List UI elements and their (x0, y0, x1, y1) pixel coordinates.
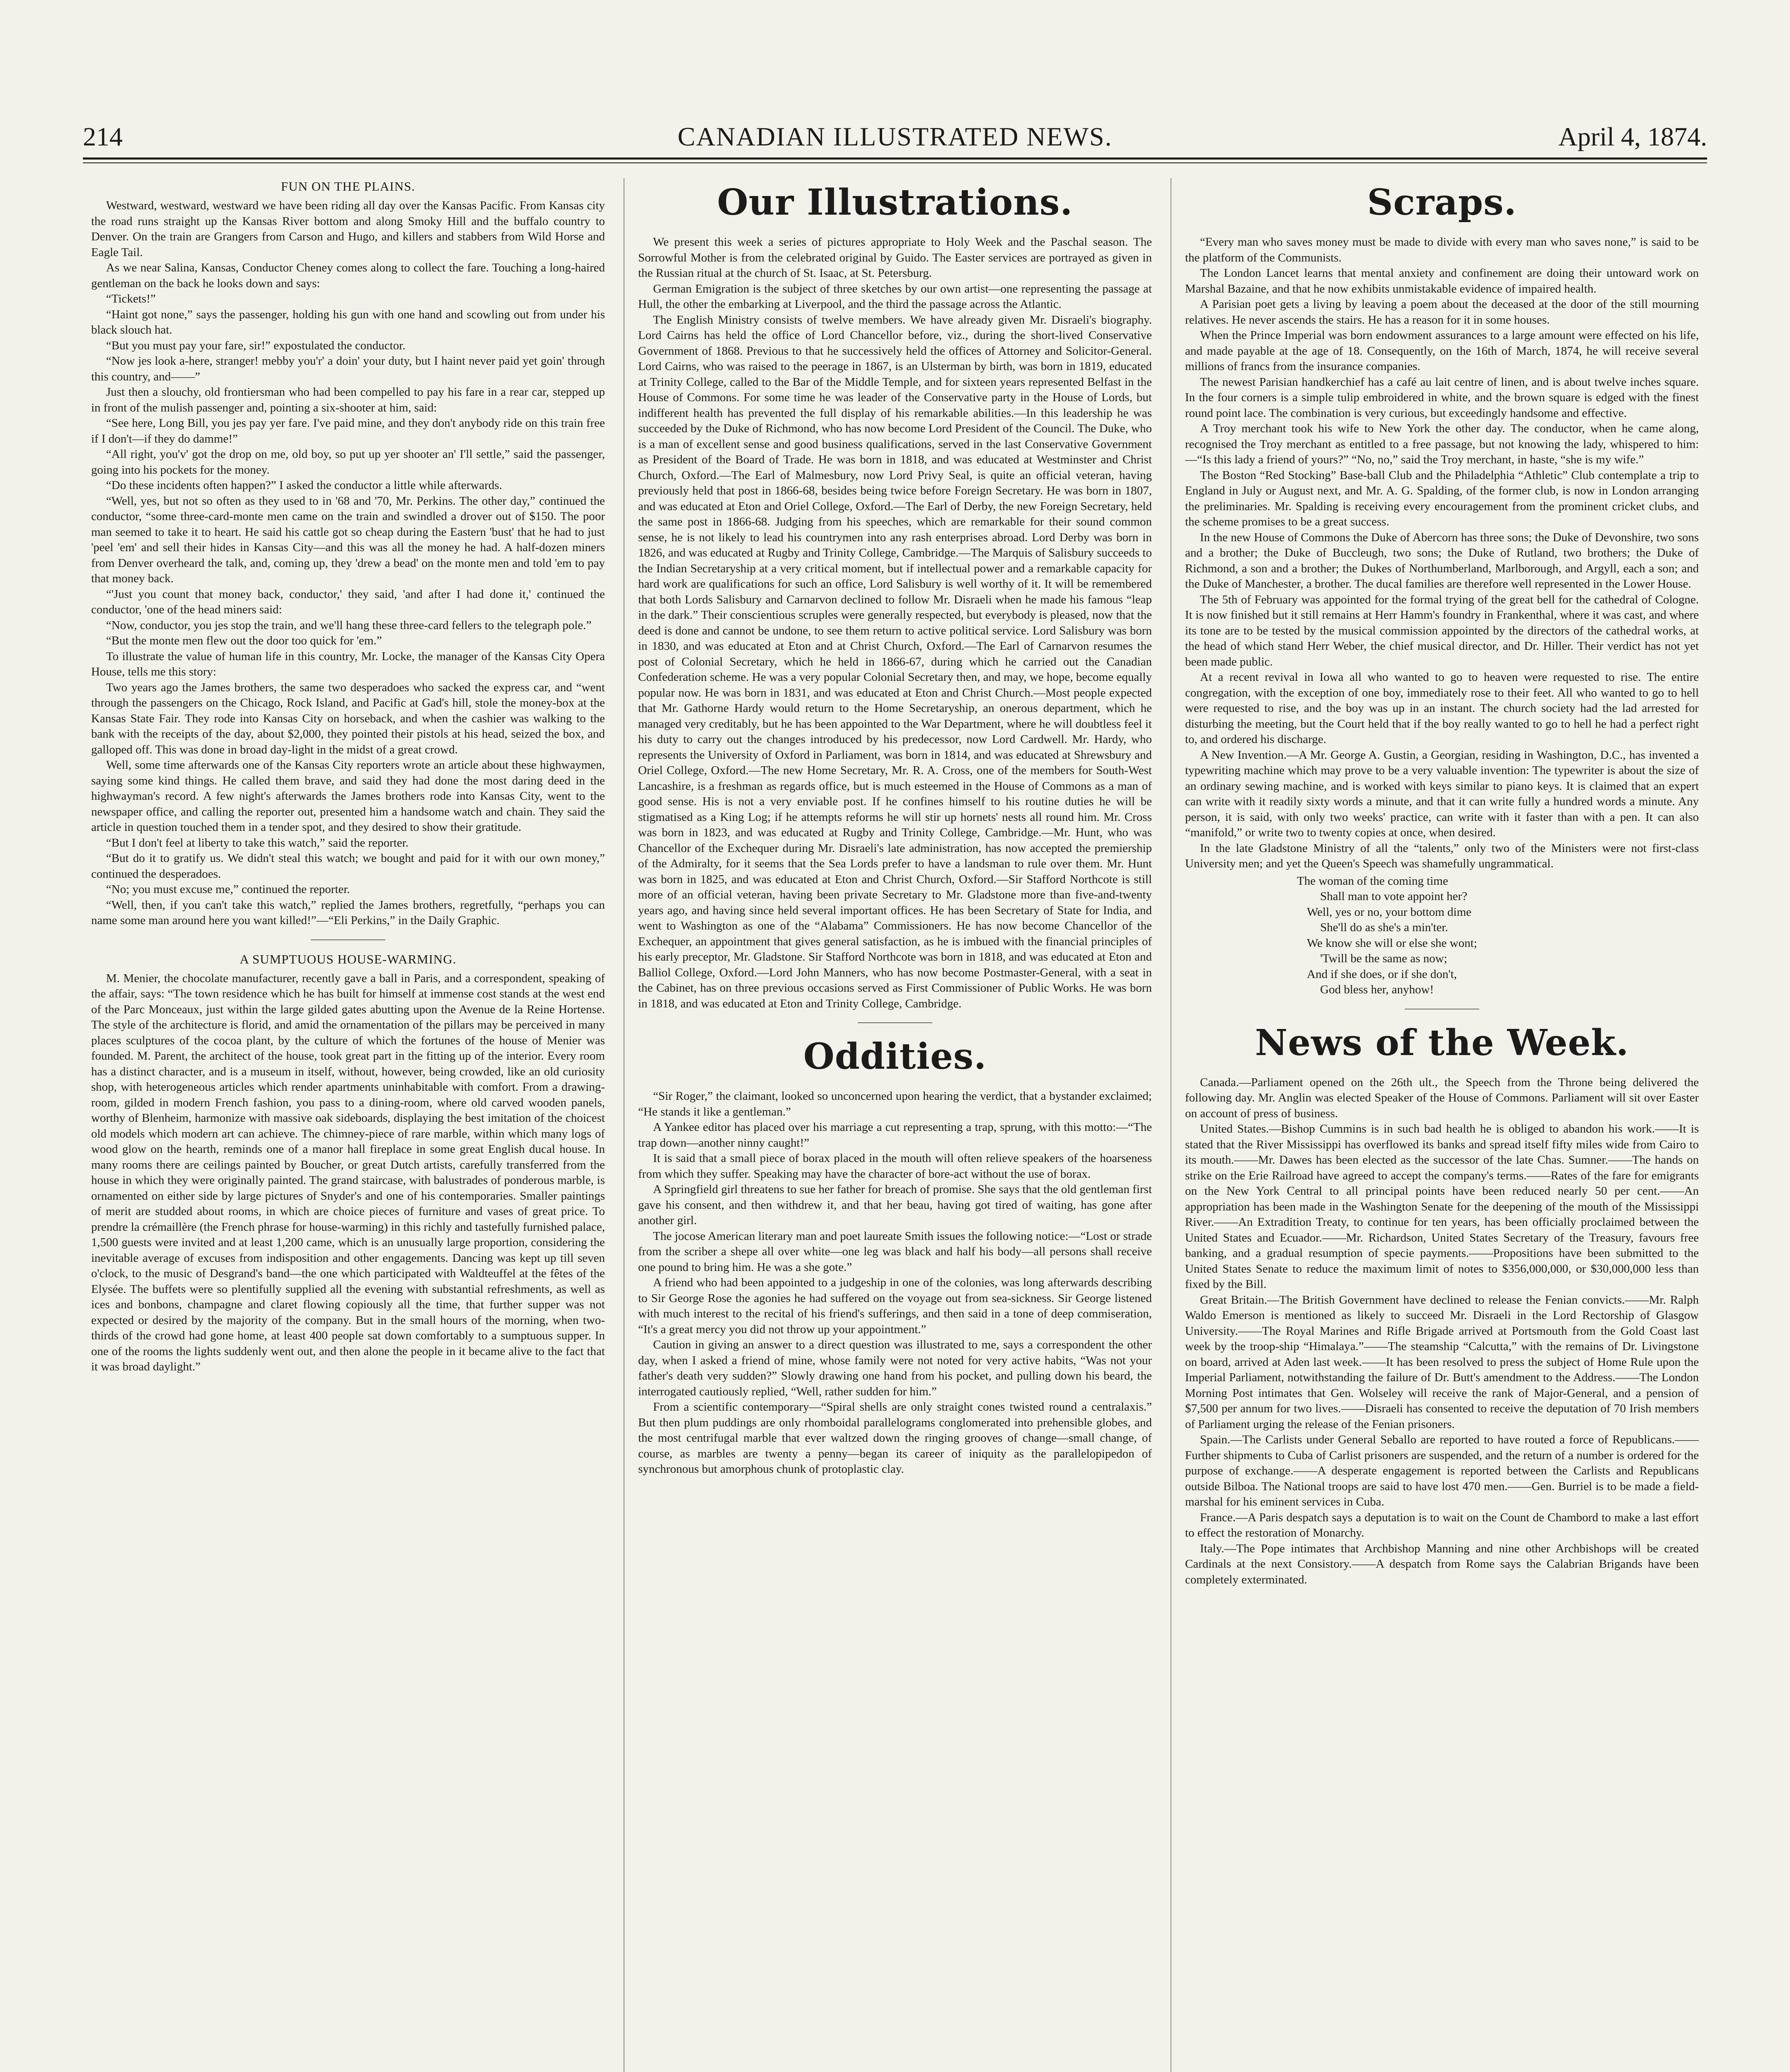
paragraph: M. Menier, the chocolate manufacturer, recently gave a ball in Paris, and a correspondent, speaking of the affair, says: “The town residence which he has built for himself at immense cost stands at the west end of the Parc Monceaux, just within the large gilded gates abutting upon the Avenue de la Reine Hortense. The style of the architecture is florid, and amid the ornamentation of the pillars may be perceived in many places sculptures of the cocoa plant, by the culture of which the fortunes of the house of Menier was founded. M. Parent, the architect of the house, took great part in the fitting up of the interior. Every room has a distinct character, and is a museum in itself, without, however, being crowded, like an old curiosity shop, with heterogeneous articles which render apartments uninhabitable with comfort. From a drawing-room, gilded in modern French fashion, you pass to a dining-room, where old carved wooden panels, worthy of Blenheim, harmonize with massive oak sideboards, displaying the best imitation of the choicest old models which modern art can achieve. The chimney-piece of rare marble, within which many logs of wood glow on the hearth, reminds one of a manor hall fireplace in some great English ducal house. In many rooms there are ceilings painted by Boucher, or great Dutch artists, carefully transferred from the house in which they were originally painted. The grand staircase, with balustrades of ponderous marble, is ornamented on either side by large pictures of Snyder's and one of his contemporaries. Smaller paintings of merit are studded about rooms, in which are choice pieces of furniture and vases of great price. To prendre la crémaillère (the French phrase for house-warming) in this richly and tastefully furnished palace, 1,500 guests were invited and at least 1,200 came, which is an unusually large proportion, considering the inevitable average of excuses from indisposition and other engagements. Dancing was kept up till seven o'clock, to the music of Desgrand's band—the one which participated with Waldteuffel at the fêtes of the Elysée. The buffets were so plentifully supplied all the evening with substantial refreshments, as well as ices and bonbons, champagne and claret flowing copiously all the time, that further supper was not expected or desired by the majority of the company. But in the small hours of the morning, when two-thirds of the crowd had gone home, at least 400 people sat down comfortably to a sumptuous supper. In one of the rooms the lights suddenly went out, and then alone the people in it became alive to the fact that it was broad daylight.” (91, 971, 605, 1373)
heading-oddities: Oddities. (803, 1036, 987, 1077)
poem-line: Shall man to vote appoint her? (1320, 890, 1468, 903)
heading-fun-on-the-plains: FUN ON THE PLAINS. (281, 179, 415, 194)
column-1 (91, 178, 605, 2072)
paragraph: Just then a slouchy, old frontiersman who had been compelled to pay his fare in a rear car, stepped up in front of the mulish passenger and, pointing a six-shooter at him, said: (91, 385, 605, 414)
paragraph: In the new House of Commons the Duke of Abercorn has three sons; the Duke of Devonshire, two sons and a brother; the Duke of Buccleugh, two sons; the Duke of Rutland, two brothers; the Duke of Richmond, a son and a brother; the Dukes of Northumberland, Marlborough, and Argyll, each a son; and the Duke of Manchester, a brother. The ducal families are therefore well represented in the Lower House. (1185, 530, 1699, 591)
paragraph: In the late Gladstone Ministry of all the “talents,” only two of the Ministers were not first-class University men; and yet the Queen's Speech was shamefully ungrammatical. (1185, 841, 1699, 870)
paragraph: A Springfield girl threatens to sue her father for breach of promise. She says that the old gentleman first gave his consent, and then withdrew it, and that her beau, having got tired of waiting, has gone after another girl. (638, 1183, 1152, 1227)
paragraph: “But do it to gratify us. We didn't steal this watch; we bought and paid for it with our own money,” continued the desperadoes. (91, 852, 605, 881)
paragraph: “Haint got none,” says the passenger, holding his gun with one hand and scowling out from under his black slouch hat. (91, 307, 605, 336)
issue-date: April 4, 1874. (1558, 122, 1707, 151)
paragraph: A Yankee editor has placed over his marriage a cut representing a trap, sprung, with this motto:—“The trap down—another ninny caught!” (638, 1121, 1152, 1150)
heading-sumptuous-house-warming: A SUMPTUOUS HOUSE-WARMING. (239, 951, 457, 966)
section-separator (311, 939, 385, 940)
paragraph: “No; you must excuse me,” continued the reporter. (106, 883, 350, 896)
heading-our-illustrations: Our Illustrations. (717, 182, 1073, 223)
paragraph: A Troy merchant took his wife to New York the other day. The conductor, when he came along, recognised the Troy merchant as entitled to a free passage, but not knowing the lady, whispered to him:—“Is this lady a friend of yours?” “No, no,” said the Troy merchant, in haste, “she is my wife.” (1185, 422, 1699, 466)
paragraph: The newest Parisian handkerchief has a café au lait centre of linen, and is about twelve inches square. In the four corners is a simple tulip embroidered in white, and the brown square is edged with the finest round point lace. The combination is very curious, but exceedingly handsome and effective. (1185, 375, 1699, 420)
paragraph: “Well, then, if you can't take this watch,” replied the James brothers, regretfully, “perhaps you can name some man around here you want killed!”—“Eli Perkins,” in the Daily Graphic. (91, 898, 605, 927)
poem-line: We know she will or else she wont; (1307, 936, 1477, 950)
page-header (83, 120, 1707, 153)
paragraph: United States.—Bishop Cummins is in such bad health he is obliged to abandon his work.——It is stated that the River Mississippi has overflowed its banks and spread itself fifty miles wide from Cairo to its mouth.——Mr. Dawes has been elected as the successor of the late Chas. Sumner.——The hands on strike on the Erie Railroad have agreed to accept the company's terms.——Rates of the fare for emigrants on the New York Central to all principal points have been reduced nearly 50 per cent.——An appropriation has been made in the Washington Senate for the deepening of the mouth of the Mississippi River.——An Extradition Treaty, to continue for ten years, has been officially proclaimed between the United States and Ecuador.——Mr. Richardson, United States Secretary of the Treasury, favours free banking, and a gradual resumption of specie payments.——Propositions have been submitted to the United States Senate to reduce the maximum limit of notes to $356,000,000, or $30,000,000 less than fixed by the Bill. (1185, 1122, 1699, 1291)
paragraph: “Now jes look a-here, stranger! mebby you'r' a doin' your duty, but I haint never paid yet goin' through this country, and——” (91, 354, 605, 383)
paragraph: As we near Salina, Kansas, Conductor Cheney comes along to collect the fare. Touching a long-haired gentleman on the back he looks down and says: (91, 261, 605, 290)
paragraph: A Parisian poet gets a living by leaving a poem about the deceased at the door of the still mourning relatives. He never ascends the stairs. He has a reason for it in some houses. (1185, 298, 1699, 327)
paragraph: A friend who had been appointed to a judgeship in one of the colonies, was long afterwards describing to Sir George Rose the agonies he had suffered on the voyage out from sea-sickness. Sir George listened with much interest to the recital of his friend's sufferings, and then said in a tone of deep commiseration, “It's a great mercy you did not throw up your appointment.” (638, 1276, 1152, 1336)
paragraph: “'Just you count that money back, conductor,' they said, 'and after I had done it,' continued the conductor, 'one of the head miners said: (91, 587, 605, 616)
heading-news-of-the-week: News of the Week. (1255, 1021, 1629, 1064)
paragraph: “Tickets!” (106, 292, 156, 305)
article-fun-on-the-plains (91, 198, 605, 929)
paragraph: The 5th of February was appointed for the formal trying of the great bell for the cathedral of Cologne. It is now finished but it still remains at Herr Hamm's foundry in Frankenthal, where it was cast, and where its tone are to be tested by the musical commission appointed by the directors of the cathedral works, at the head of which stand Herr Weber, the chief musical director, and Dr. Hiller. Their verdict has not yet been made public. (1185, 593, 1699, 668)
paragraph: Spain.—The Carlists under General Seballo are reported to have routed a force of Republicans.——Further shipments to Cuba of Carlist prisoners are suspended, and the return of a number is ordered for the purpose of exchange.——A desperate engagement is reported between the Carlists and Republicans outside Bilboa. The National troops are said to have lost 470 men.——Gen. Burriel is to be made a field-marshal for his eminent services in Cuba. (1185, 1433, 1699, 1508)
paragraph: Westward, westward, westward we have been riding all day over the Kansas Pacific. From Kansas city the road runs straight up the Kansas River bottom and along Smoky Hill and the buffalo country to Denver. On the train are Grangers from Carson and Hugo, and killers and stabbers from Wild Horse and Eagle Tail. (91, 199, 605, 259)
paragraph: A New Invention.—A Mr. George A. Gustin, a Georgian, residing in Washington, D.C., has invented a typewriting machine which may prove to be a very valuable invention: The typewriter is about the size of an ordinary sewing machine, and is worked with keys similar to piano keys. It is claimed that an expert can write with it readily sixty words a minute, and that it can write fully a hundred words a minute. Any person, it is said, with only two weeks' practice, can write with it faster than with a pen. It can also “manifold,” or write two to twenty copies at once, when desired. (1185, 748, 1699, 839)
paragraph: German Emigration is the subject of three sketches by our own artist—one representing the passage at Hull, the other the embarking at Liverpool, and the third the passage across the Atlantic. (638, 282, 1152, 311)
paragraph: The jocose American literary man and poet laureate Smith issues the following notice:—“Lost or strade from the scriber a shepe all over white—one leg was black and half his body—all persons shall receive one pound to bring him. He was a she gote.” (638, 1229, 1152, 1274)
poem-line: God bless her, anyhow! (1320, 983, 1434, 996)
paragraph: “But I don't feel at liberty to take this watch,” said the reporter. (106, 836, 409, 850)
paragraph: To illustrate the value of human life in this country, Mr. Locke, the manager of the Kansas City Opera House, tells me this story: (91, 649, 605, 678)
paragraph: Canada.—Parliament opened on the 26th ult., the Speech from the Throne being delivered the following day. Mr. Anglin was elected Speaker of the House of Commons. Parliament will sit over Easter on account of press of business. (1185, 1075, 1699, 1120)
paragraph: Italy.—The Pope intimates that Archbishop Manning and nine other Archbishops will be created Cardinals at the next Consistory.——A despatch from Rome says the Calabrian Brigands have been completely exterminated. (1185, 1542, 1699, 1586)
heading-scraps: Scraps. (1367, 182, 1517, 223)
section-separator (858, 1022, 932, 1023)
paragraph: “Every man who saves money must be made to divide with every man who saves none,” is said to be the platform of the Communists. (1185, 235, 1699, 264)
paragraph: “But the monte men flew out the door too quick for 'em.” (106, 634, 382, 647)
paragraph: At a recent revival in Iowa all who wanted to go to heaven were requested to rise. The entire congregation, with the exception of one boy, immediately rose to their feet. All who wanted to go to hell were requested to rise, and the boy was up in an instant. The church society had the lad arrested for disturbing the meeting, but the Court held that if the boy really wanted to go to hell he had a perfect right to, and ordered his discharge. (1185, 670, 1699, 746)
paragraph: Well, some time afterwards one of the Kansas City reporters wrote an article about these highwaymen, saying some kind things. He called them brave, and said they had done the most daring deed in the highwayman's record. A few night's afterwards the James brothers rode into Kansas City, went to the newspaper office, and calling the reporter out, presented him a handsome watch and chain. They said the article in question touched them in a tender spot, and they desired to show their gratitude. (91, 758, 605, 834)
masthead: CANADIAN ILLUSTRATED NEWS. (677, 122, 1113, 151)
paragraph: From a scientific contemporary—“Spiral shells are only straight cones twisted round a centralaxis.” But then plum puddings are only rhomboidal parallelograms conglomerated into prehensible globes, and the most centrifugal marble that ever waltzed down the ringing grooves of change—small change, of course, as marbles are twenty a penny—began its career of iniquity as the parallelopipedon of synchronous but amorphous chunk of protoplastic clay. (638, 1400, 1152, 1476)
poem-line: 'Twill be the same as now; (1320, 952, 1447, 965)
paragraph: “But you must pay your fare, sir!” expostulated the conductor. (106, 339, 406, 352)
paragraph: The London Lancet learns that mental anxiety and confinement are doing their untoward work on Marshal Bazaine, and that he now exhibits unmistakable evidence of impaired health. (1185, 266, 1699, 295)
paragraph: “Well, yes, but not so often as they used to in '68 and '70, Mr. Perkins. The other day,” continued the conductor, “some three-card-monte men came on the train and swindled a drover out of $150. The poor man seemed to take it to heart. He said his cattle got so cheap during the Eastern 'bust' that he had to just 'peel 'em' and sell their hides in Kansas City—and this was all the money he had. A half-dozen miners from Denver overheard the talk, and, coming up, they 'drew a bead' on the monte men and told 'em to pay that money back. (91, 494, 605, 585)
paragraph: We present this week a series of pictures appropriate to Holy Week and the Paschal season. The Sorrowful Mother is from the celebrated original by Guido. The Easter services are portrayed as given in the Russian ritual at the church of St. Isaac, at St. Petersburg. (638, 235, 1152, 280)
paragraph: The English Ministry consists of twelve members. We have already given Mr. Disraeli's biography. Lord Cairns has held the office of Lord Chancellor before, viz., during the short-lived Conservative Government of 1868. Previous to that he successively held the offices of Attorney and Solicitor-General. Lord Cairns, who was raised to the peerage in 1867, is an Ulsterman by birth, was born in 1819, educated at Trinity College, called to the Bar of the Middle Temple, and for sixteen years represented Belfast in the House of Commons. For some time he was leader of the Conservative party in the House of Lords, but indifferent health has prevented the full display of his remarkable abilities.—In this leadership he was succeeded by the Duke of Richmond, who has now become Lord President of the Council. The Duke, who is a man of excellent sense and good business qualifications, served in the last Conservative Government as President of the Board of Trade. He was born in 1818, and was educated at Westminster and Christ Church, Oxford.—The Earl of Malmesbury, now Lord Privy Seal, is quite an official veteran, having previously held that post in 1866-68, besides being twice before Foreign Secretary. He was born in 1807, and was educated at Eton and Oriel College, Oxford.—The Earl of Derby, the new Foreign Secretary, held the same post in 1866-68. Judging from his speeches, which are remarkable for their sound common sense, he is not likely to lead his countrymen into any rash enterprises abroad. Lord Derby was born in 1826, and was educated at Rugby and Trinity College, Cambridge.—The Marquis of Salisbury succeeds to the Indian Secretaryship at a very critical moment, but if intellectual power and a remarkable capacity for hard work are qualifications for such an office, Lord Salisbury is well worthy of it. It will be remembered that both Lords Salisbury and Carnarvon declined to follow Mr. Disraeli when he made his famous “leap in the dark.” Their conscientious scruples were generally respected, but everybody is pleased, now that the deed is done and cannot be undone, to see them return to active political service. Lord Salisbury was born in 1830, and was educated at Eton and at Christ Church, Oxford.—The Earl of Carnarvon resumes the post of Colonial Secretary, which he held in 1866-67, during which he carried out the Canadian Confederation scheme. He was a very popular Colonial Secretary then, and may, we hope, become equally popular now. He was born in 1831, and was educated at Eton and Christ Church.—Most people expected that Mr. Gathorne Hardy would return to the Home Secretaryship, an onerous department, which he managed very creditably, but he has been appointed to the War Department, where he will doubtless feel it his duty to carry out the changes introduced by his predecessor, now Lord Cardwell. Mr. Hardy, who represents the University of Oxford in Parliament, was born in 1814, and was educated at Shrewsbury and Oriel College, Oxford.—The new Home Secretary, Mr. R. A. Cross, one of the members for South-West Lancashire, is a freshman as regards office, but is much esteemed in the House of Commons as a man of good sense. His is not a very enviable post. If he confines himself to his routine duties he will be stigmatised as a King Log; if he attempts reforms he will stir up hornets' nests all round him. Mr. Cross was born in 1823, and was educated at Rugby and Trinity College, Cambridge.—Mr. Hunt, who was Chancellor of the Exchequer during Mr. Disraeli's late administration, has now accepted the premiership of the Admiralty, for it seems that the Sea Lords prefer to have a landsman to rule over them. Mr. Hunt was born in 1825, and was educated at Eton and Christ Church, Oxford.—Sir Stafford Northcote is still more of an official veteran, having been private Secretary to Mr. Gladstone more than five-and-twenty years ago, and having since held several important offices. He has been Secretary of State for India, and went to Washington as one of the “Alabama” Commissioners. He has now become Chancellor of the Exchequer, an appointment that gives general satisfaction, as he is imbued with the financial principles of his early preceptor, Mr. Gladstone. Sir Stafford Northcote was born in 1818, and was educated at Eton and Balliol College, Oxford.—Lord John Manners, who has now become Postmaster-General, with a seat in the Cabinet, has on three previous occasions served as First Commissioner of Public Works. He was born in 1818, and was educated at Eton and Trinity College, Cambridge. (638, 313, 1152, 1010)
paragraph: The Boston “Red Stocking” Base-ball Club and the Philadelphia “Athletic” Club contemplate a trip to England in July or August next, and Mr. A. G. Spalding, of the former club, is now in London arranging the preliminaries. Mr. Spalding is receiving every encouragement from the prominent cricket clubs, and the scheme promises to be a great success. (1185, 468, 1699, 528)
paragraph: “All right, you'v' got the drop on me, old boy, so put up yer shooter an' I'll settle,” said the passenger, going into his pockets for the money. (91, 448, 605, 477)
header-rule (83, 157, 1707, 163)
column-2 (638, 178, 1152, 2072)
paragraph: “Now, conductor, you jes stop the train, and we'll hang these three-card fellers to the telegraph pole.” (106, 618, 592, 632)
poem-line: She'll do as she's a min'ter. (1320, 921, 1448, 934)
paragraph: “See here, Long Bill, you jes pay yer fare. I've paid mine, and they don't anybody ride on this train free if I don't—if they do damme!” (91, 416, 605, 445)
paragraph: Great Britain.—The British Government have declined to release the Fenian convicts.——Mr. Ralph Waldo Emerson is mentioned as likely to succeed Mr. Disraeli in the Lord Rectorship of Glasgow University.——The Royal Marines and Rifle Brigade arrived at Portsmouth from the Gold Coast last week by the troop-ship “Himalaya.”——The steamship “Calcutta,” with the remains of Dr. Livingstone on board, arrived at Aden last week.——It has been resolved to press the subject of Home Rule upon the Imperial Parliament, notwithstanding the failure of Dr. Butt's amendment to the Address.——The London Morning Post intimates that Gen. Wolseley will receive the rank of Major-General, and a pension of $7,500 per annum for two lives.——Disraeli has consented to receive the deputation of 70 Irish members of Parliament urging the release of the Fenian prisoners. (1185, 1293, 1699, 1431)
page-number: 214 (83, 122, 123, 151)
paragraph: When the Prince Imperial was born endowment assurances to a large amount were effected on his life, and made payable at the age of 18. Consequently, on the 16th of March, 1874, he will receive several millions of francs from the insurance companies. (1185, 329, 1699, 373)
poem (1297, 874, 1699, 998)
poem-line: And if she does, or if she don't, (1307, 967, 1457, 981)
paragraph: Two years ago the James brothers, the same two desperadoes who sacked the express car, and “went through the passengers on the Chicago, Rock Island, and Pacific at Gad's hill, stole the money-box at the Kansas State Fair. They rode into Kansas City on horseback, and when the cashier was walking to the bank with the receipts of the day, about $2,000, they pointed their pistols at his head, seized the box, and galloped off. This was done in broad day-light in the midst of a great crowd. (91, 680, 605, 756)
paragraph: Caution in giving an answer to a direct question was illustrated to me, says a correspondent the other day, when I asked a friend of mine, whose family were not noted for very active habits, “Was not your father's death very sudden?” Slowly drawing one hand from his pocket, and pulling down his beard, the interrogated cautiously replied, “Well, rather sudden for him.” (638, 1338, 1152, 1398)
paragraph: “Sir Roger,” the claimant, looked so unconcerned upon hearing the verdict, that a bystander exclaimed; “He stands it like a gentleman.” (638, 1089, 1152, 1118)
poem-line: The woman of the coming time (1297, 874, 1448, 888)
column-3 (1185, 178, 1699, 2072)
paragraph: France.—A Paris despatch says a deputation is to wait on the Count de Chambord to make a last effort to effect the restoration of Monarchy. (1185, 1510, 1699, 1539)
paragraph: “Do these incidents often happen?” I asked the conductor a little while afterwards. (106, 479, 502, 492)
paragraph: It is said that a small piece of borax placed in the mouth will often relieve speakers of the hoarseness from which they suffer. Speaking may have the character of bore-act without the use of borax. (638, 1152, 1152, 1181)
poem-line: Well, yes or no, your bottom dime (1307, 905, 1472, 919)
